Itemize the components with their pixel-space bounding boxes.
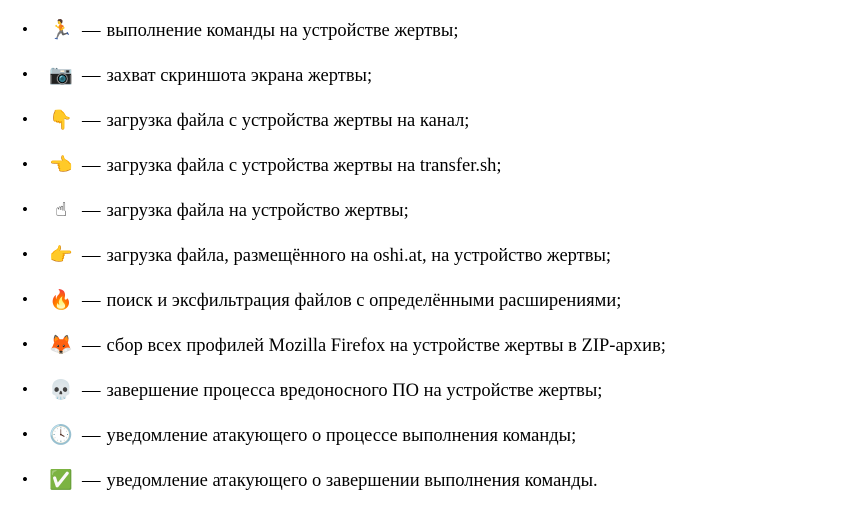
list-bullet-icon: • [22, 65, 28, 84]
list-item-label: загрузка файла, размещённого на oshi.at, на устройство жертвы; [106, 246, 612, 266]
list-item [6, 323, 839, 368]
list-item-label: уведомление атакующего о процессе выполнения команды; [106, 426, 577, 446]
fire-icon: 🔥 [49, 289, 73, 311]
list-item-label: выполнение команды на устройстве жертвы; [106, 21, 459, 41]
point-up-hand-icon: ☝ [55, 199, 67, 221]
list-item [6, 8, 839, 53]
list-item-label: загрузка файла на устройство жертвы; [106, 201, 409, 221]
bot-commands-list [6, 8, 839, 503]
list-bullet-icon: • [22, 20, 28, 39]
list-item [6, 53, 839, 98]
list-item-label: сбор всех профилей Mozilla Firefox на устройстве жертвы в ZIP-архив; [106, 336, 666, 356]
list-item [6, 188, 839, 233]
list-item-label: захват скриншота экрана жертвы; [106, 66, 373, 86]
list-bullet-icon: • [22, 110, 28, 129]
list-item-label: завершение процесса вредоносного ПО на устройстве жертвы; [106, 381, 603, 401]
clock-icon: 🕓 [49, 424, 73, 446]
list-item [6, 143, 839, 188]
camera-icon: 📷 [49, 64, 73, 86]
em-dash: — [82, 426, 101, 446]
list-bullet-icon: • [22, 380, 28, 399]
list-item [6, 413, 839, 458]
list-item [6, 458, 839, 503]
list-bullet-icon: • [22, 335, 28, 354]
check-mark-button-icon: ✅ [49, 469, 73, 491]
list-bullet-icon: • [22, 155, 28, 174]
fox-face-icon: 🦊 [49, 334, 73, 356]
list-bullet-icon: • [22, 470, 28, 489]
em-dash: — [82, 201, 101, 221]
list-bullet-icon: • [22, 200, 28, 219]
em-dash: — [82, 291, 101, 311]
em-dash: — [82, 471, 101, 491]
point-right-hand-icon: 👉 [49, 244, 73, 266]
list-item-label: загрузка файла с устройства жертвы на канал; [106, 111, 470, 131]
list-item [6, 278, 839, 323]
list-item [6, 233, 839, 278]
em-dash: — [82, 336, 101, 356]
skull-icon: 💀 [49, 379, 73, 401]
em-dash: — [82, 246, 101, 266]
point-down-hand-icon: 👇 [49, 109, 73, 131]
running-person-icon: 🏃 [49, 19, 73, 41]
list-bullet-icon: • [22, 290, 28, 309]
list-item-label: загрузка файла с устройства жертвы на transfer.sh; [106, 156, 502, 176]
list-bullet-icon: • [22, 245, 28, 264]
em-dash: — [82, 156, 101, 176]
list-item [6, 368, 839, 413]
list-item [6, 98, 839, 143]
list-item-label: уведомление атакующего о завершении выполнения команды. [106, 471, 598, 491]
list-item-label: поиск и эксфильтрация файлов с определёнными расширениями; [106, 291, 622, 311]
em-dash: — [82, 111, 101, 131]
em-dash: — [82, 381, 101, 401]
em-dash: — [82, 21, 101, 41]
list-bullet-icon: • [22, 425, 28, 444]
em-dash: — [82, 66, 101, 86]
point-left-hand-icon: 👈 [49, 154, 73, 176]
